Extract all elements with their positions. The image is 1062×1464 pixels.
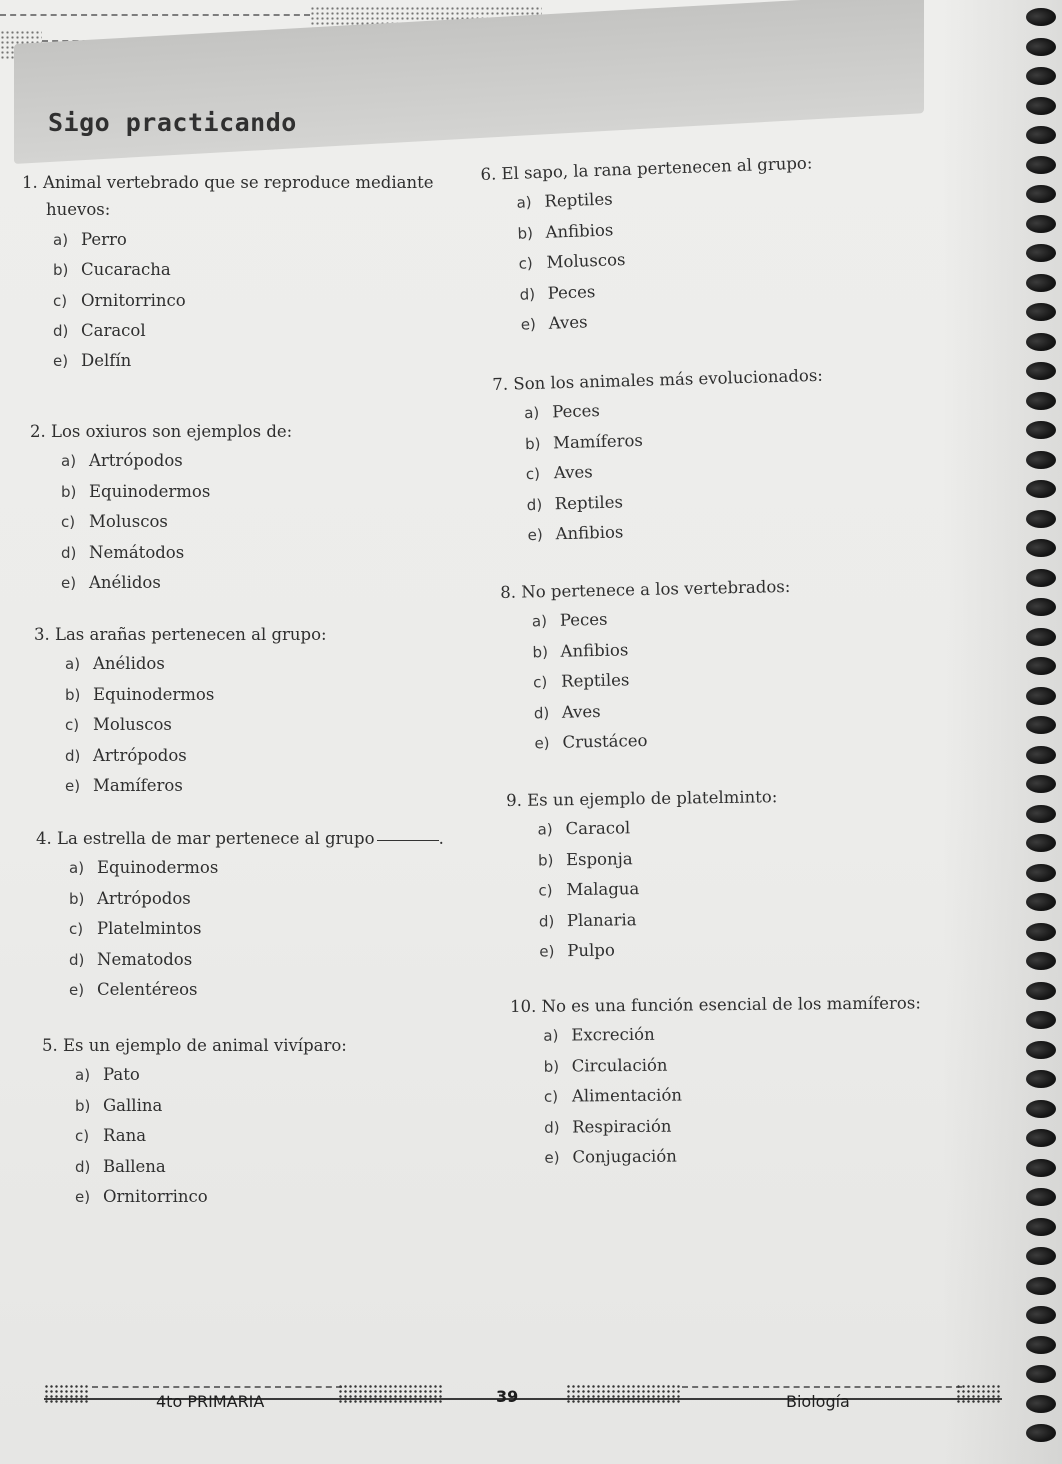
- binding-ring: [1026, 1395, 1056, 1413]
- option-letter: b): [524, 434, 541, 453]
- answer-option: [52, 346, 433, 376]
- option-letter: c): [543, 1087, 559, 1106]
- option-letter: a): [65, 655, 81, 674]
- binding-ring: [1026, 687, 1056, 705]
- option-letter: b): [517, 224, 534, 243]
- answer-option: [68, 914, 444, 944]
- option-letter: c): [538, 881, 553, 900]
- question-10: [510, 988, 922, 1173]
- binding-ring: [1026, 215, 1056, 233]
- option-text: Ornitorrinco: [103, 1187, 208, 1207]
- option-letter: b): [69, 889, 85, 908]
- option-text: Circulación: [571, 1055, 668, 1076]
- question-stem: 9. Es un ejemplo de platelminto:: [506, 787, 778, 810]
- option-text: Peces: [559, 610, 608, 631]
- option-text: Cucaracha: [81, 260, 171, 280]
- option-text: Anfibios: [555, 522, 624, 544]
- question-stem: 1. Animal vertebrado que se reproduce mediante: [22, 173, 434, 192]
- answer-option: [64, 649, 327, 679]
- question-5: [42, 1031, 347, 1212]
- binding-ring: [1026, 451, 1056, 469]
- binding-ring: [1026, 1100, 1056, 1118]
- option-text: Pulpo: [567, 940, 615, 961]
- option-text: Perro: [81, 229, 127, 249]
- question-7: [492, 361, 827, 552]
- binding-ring: [1026, 97, 1056, 115]
- option-letter: a): [516, 193, 532, 213]
- option-letter: b): [537, 851, 554, 870]
- answer-option: [52, 225, 433, 255]
- option-letter: e): [520, 315, 537, 334]
- question-stem-end: .: [438, 829, 444, 848]
- option-text: Reptiles: [544, 189, 613, 212]
- answer-option: [64, 710, 327, 740]
- answer-option: [60, 538, 292, 568]
- option-text: Platelmintos: [97, 919, 202, 939]
- question-2: [30, 417, 292, 598]
- binding-ring: [1026, 480, 1056, 498]
- option-letter: b): [53, 261, 69, 280]
- option-letter: c): [533, 673, 548, 692]
- option-letter: a): [531, 612, 548, 631]
- footer-subject: Biología: [786, 1392, 850, 1411]
- option-letter: e): [65, 777, 81, 796]
- option-letter: c): [53, 291, 68, 310]
- option-letter: a): [69, 859, 85, 878]
- option-text: Malagua: [566, 879, 640, 900]
- option-letter: c): [75, 1127, 90, 1146]
- question-stem: 6. El sapo, la rana pertenecen al grupo:: [480, 153, 813, 184]
- option-text: Aves: [548, 312, 588, 333]
- option-letter: d): [519, 284, 536, 304]
- question-stem: 2. Los oxiuros son ejemplos de:: [30, 422, 293, 441]
- option-text: Ornitorrinco: [81, 290, 186, 310]
- question-9: [506, 782, 780, 967]
- answer-option: [543, 1139, 922, 1173]
- option-text: Artrópodos: [89, 451, 183, 471]
- option-letter: d): [538, 911, 555, 931]
- question-8: [500, 572, 794, 759]
- question-stem: 5. Es un ejemplo de animal vivíparo:: [42, 1036, 347, 1055]
- option-text: Rana: [103, 1126, 147, 1146]
- option-letter: a): [523, 404, 540, 423]
- binding-ring: [1026, 746, 1056, 764]
- option-letter: d): [533, 703, 550, 722]
- answer-option: [52, 316, 433, 346]
- question-stem: 8. No pertenece a los vertebrados:: [500, 576, 791, 602]
- answer-option: [64, 680, 327, 710]
- binding-ring: [1026, 303, 1056, 321]
- answer-option: [68, 853, 444, 883]
- option-text: Planaria: [566, 909, 637, 930]
- binding-ring: [1026, 362, 1056, 380]
- binding-ring: [1026, 1277, 1056, 1295]
- answer-option: [74, 1091, 347, 1121]
- binding-ring: [1026, 598, 1056, 616]
- option-text: Crustáceo: [562, 730, 648, 752]
- option-letter: d): [61, 543, 77, 562]
- answer-option: [68, 975, 444, 1005]
- binding-ring: [1026, 333, 1056, 351]
- option-letter: e): [69, 981, 85, 1000]
- option-letter: e): [544, 1148, 560, 1167]
- option-text: Caracol: [565, 818, 631, 839]
- answer-option: [538, 903, 780, 937]
- binding-ring: [1026, 716, 1056, 734]
- question-3: [34, 620, 327, 801]
- binding-ring: [1026, 569, 1056, 587]
- answer-option: [52, 255, 433, 285]
- option-text: Aves: [553, 462, 593, 483]
- option-letter: a): [75, 1066, 91, 1085]
- option-letter: a): [53, 230, 69, 249]
- option-text: Peces: [551, 401, 601, 422]
- binding-ring: [1026, 864, 1056, 882]
- question-4: [36, 824, 444, 1005]
- question-6: [480, 148, 818, 341]
- binding-ring: [1026, 156, 1056, 174]
- binding-ring: [1026, 185, 1056, 203]
- answer-option: [64, 771, 327, 801]
- option-letter: c): [69, 920, 84, 939]
- option-text: Reptiles: [554, 492, 624, 513]
- binding-ring: [1026, 1247, 1056, 1265]
- binding-ring: [1026, 421, 1056, 439]
- header-band: [14, 0, 924, 164]
- question-stem-continuation: huevos:: [46, 200, 111, 220]
- option-text: Excreción: [571, 1025, 655, 1045]
- option-text: Nematodos: [97, 949, 193, 969]
- binding-ring: [1026, 392, 1056, 410]
- question-stem-text: 4. La estrella de mar pertenece al grupo: [36, 829, 375, 848]
- binding-ring: [1026, 1129, 1056, 1147]
- option-text: Pato: [103, 1065, 140, 1085]
- binding-ring: [1026, 539, 1056, 557]
- question-stem: 10. No es una función esencial de los mamíferos:: [510, 993, 921, 1016]
- answer-option: [536, 812, 778, 846]
- answer-option: [52, 286, 433, 316]
- binding-ring: [1026, 893, 1056, 911]
- option-text: Reptiles: [560, 670, 630, 691]
- option-letter: a): [537, 820, 553, 839]
- option-letter: c): [61, 513, 76, 532]
- option-text: Anfibios: [560, 640, 629, 661]
- option-text: Mamíferos: [93, 776, 183, 796]
- option-letter: d): [526, 495, 543, 514]
- answer-option: [68, 884, 444, 914]
- option-letter: b): [543, 1057, 560, 1076]
- answer-option: [64, 741, 327, 771]
- option-letter: e): [53, 352, 69, 371]
- option-letter: d): [53, 322, 69, 341]
- answer-option: [60, 446, 292, 476]
- answer-option: [74, 1152, 347, 1182]
- question-stem: 7. Son los animales más evolucionados:: [492, 365, 824, 394]
- binding-ring: [1026, 1218, 1056, 1236]
- option-text: Aves: [561, 701, 601, 722]
- footer-dashed-line: [92, 1386, 342, 1388]
- binding-ring: [1026, 775, 1056, 793]
- answer-blank: [377, 840, 439, 841]
- binding-ring: [1026, 510, 1056, 528]
- option-text: Peces: [547, 281, 596, 303]
- answer-option: [60, 477, 292, 507]
- spiral-binding: [1016, 0, 1056, 1464]
- binding-ring: [1026, 1424, 1056, 1442]
- question-stem: 3. Las arañas pertenecen al grupo:: [34, 625, 327, 644]
- option-text: Anélidos: [89, 573, 161, 593]
- option-text: Respiración: [572, 1116, 672, 1137]
- option-text: Ballena: [103, 1156, 166, 1176]
- answer-option: [543, 1048, 922, 1082]
- option-text: Moluscos: [89, 512, 168, 532]
- answer-option: [537, 872, 779, 906]
- option-text: Moluscos: [546, 250, 626, 272]
- binding-ring: [1026, 657, 1056, 675]
- footer-dot-pattern: [956, 1384, 1002, 1404]
- binding-ring: [1026, 38, 1056, 56]
- answer-option: [542, 1018, 921, 1052]
- option-letter: e): [539, 942, 555, 961]
- option-letter: d): [65, 746, 81, 765]
- top-dashed-line: [0, 14, 310, 16]
- answer-option: [543, 1079, 922, 1113]
- answer-option: [60, 507, 292, 537]
- option-letter: d): [544, 1118, 560, 1137]
- binding-ring: [1026, 126, 1056, 144]
- answer-option: [538, 933, 780, 967]
- option-text: Alimentación: [571, 1085, 683, 1106]
- binding-ring: [1026, 67, 1056, 85]
- answer-option: [60, 568, 292, 598]
- binding-ring: [1026, 1070, 1056, 1088]
- binding-ring: [1026, 952, 1056, 970]
- binding-ring: [1026, 1336, 1056, 1354]
- footer-dot-pattern: [566, 1384, 682, 1404]
- binding-ring: [1026, 244, 1056, 262]
- binding-ring: [1026, 8, 1056, 26]
- page-number: 39: [496, 1387, 519, 1406]
- answer-option: [533, 723, 794, 759]
- option-letter: a): [61, 452, 77, 471]
- binding-ring: [1026, 1188, 1056, 1206]
- option-letter: b): [75, 1096, 91, 1115]
- footer-dashed-line-right: [682, 1386, 962, 1388]
- answer-option: [74, 1182, 347, 1212]
- footer-dot-pattern: [338, 1384, 442, 1404]
- option-letter: c): [525, 464, 541, 484]
- option-text: Artrópodos: [93, 745, 187, 765]
- option-text: Celentéreos: [97, 980, 198, 1000]
- option-text: Mamíferos: [552, 430, 644, 453]
- option-letter: c): [518, 254, 534, 273]
- binding-ring: [1026, 1365, 1056, 1383]
- answer-option: [74, 1121, 347, 1151]
- binding-ring: [1026, 834, 1056, 852]
- option-letter: b): [65, 685, 81, 704]
- option-text: Delfín: [81, 351, 132, 371]
- option-letter: e): [75, 1188, 91, 1207]
- binding-ring: [1026, 274, 1056, 292]
- option-text: Equinodermos: [93, 684, 215, 704]
- binding-ring: [1026, 1041, 1056, 1059]
- option-letter: e): [61, 574, 77, 593]
- answer-option: [537, 842, 779, 876]
- option-text: Artrópodos: [97, 888, 191, 908]
- option-text: Conjugación: [572, 1146, 677, 1167]
- option-letter: b): [61, 482, 77, 501]
- option-letter: d): [69, 950, 85, 969]
- footer-grade: 4to PRIMARIA: [156, 1392, 265, 1411]
- answer-option: [68, 945, 444, 975]
- answer-option: [74, 1060, 347, 1090]
- option-text: Equinodermos: [97, 858, 219, 878]
- option-text: Moluscos: [93, 715, 172, 735]
- option-letter: e): [527, 525, 543, 545]
- option-letter: d): [75, 1157, 91, 1176]
- binding-ring: [1026, 923, 1056, 941]
- question-stem: [36, 824, 444, 853]
- option-text: Anfibios: [545, 220, 614, 242]
- binding-ring: [1026, 1159, 1056, 1177]
- option-letter: b): [532, 642, 549, 662]
- answer-option: [543, 1109, 922, 1143]
- option-letter: c): [65, 716, 80, 735]
- option-text: Caracol: [81, 321, 146, 341]
- binding-ring: [1026, 1306, 1056, 1324]
- binding-ring: [1026, 1011, 1056, 1029]
- option-letter: a): [543, 1026, 559, 1046]
- option-letter: e): [534, 734, 550, 753]
- binding-ring: [1026, 982, 1056, 1000]
- section-title: Sigo practicando: [48, 108, 297, 137]
- option-text: Esponja: [565, 849, 633, 869]
- option-text: Anélidos: [93, 654, 165, 674]
- option-text: Equinodermos: [89, 481, 211, 501]
- option-text: Nemátodos: [89, 542, 185, 562]
- footer-dot-pattern: [44, 1384, 90, 1404]
- binding-ring: [1026, 805, 1056, 823]
- question-1: [22, 168, 433, 377]
- binding-ring: [1026, 628, 1056, 646]
- option-text: Gallina: [103, 1095, 163, 1115]
